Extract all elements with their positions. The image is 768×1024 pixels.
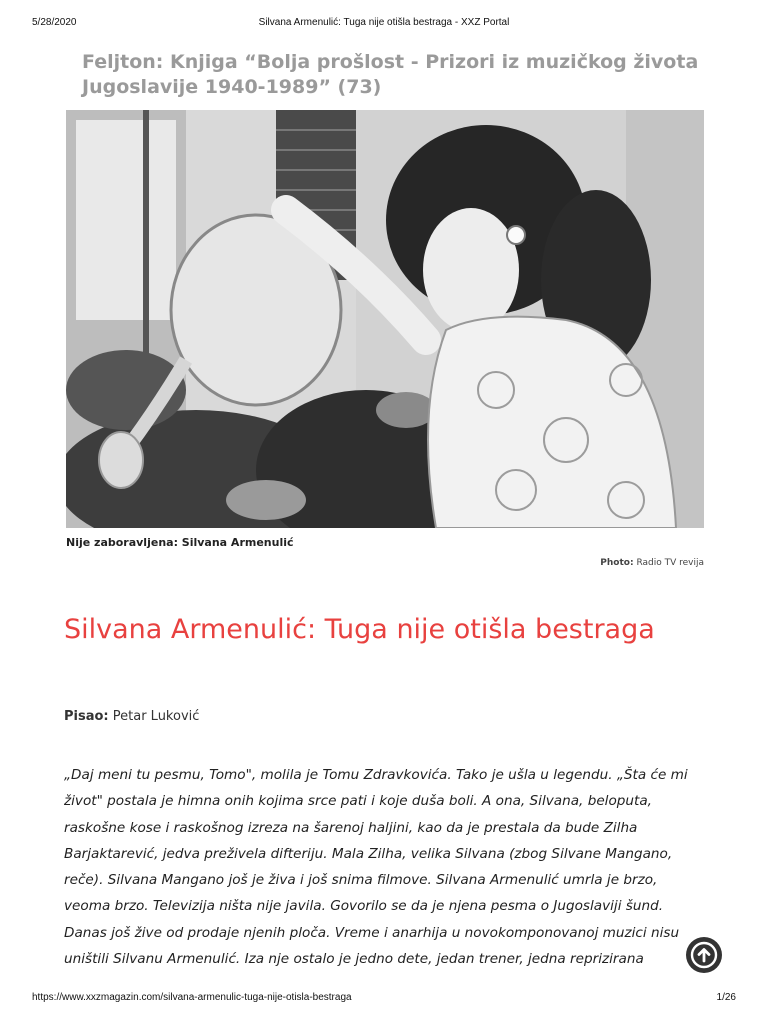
print-footer	[0, 992, 768, 1006]
photo-caption: Nije zaboravljena: Silvana Armenulić	[66, 536, 294, 549]
photo-woman-watering-plants	[66, 110, 704, 528]
print-page-title: Silvana Armenulić: Tuga nije otišla bestraga - XXZ Portal	[258, 17, 510, 28]
photo-credit-label: Photo:	[600, 558, 634, 568]
article-photo	[66, 110, 704, 528]
byline-label: Pisao:	[64, 709, 109, 724]
body-line: Danas još žive od prodaje njenih ploča. Vreme i anarhija u novokomponovanoj muzici nisu	[64, 924, 680, 941]
body-line: reče). Silvana Mangano još je živa i još snima filmove. Silvana Armenulić umrla je brzo,	[64, 872, 658, 889]
body-line: raskošne kose i raskošnog izreza na šarenoj haljini, kao da je prestala da bude Zilha	[64, 819, 638, 836]
print-url: https://www.xxzmagazin.com/silvana-armenulic-tuga-nije-otisla-bestraga	[32, 992, 352, 1003]
body-line: veoma brzo. Televizija ništa nije javila. Govorilo se da je njena pesma o Jugoslaviji šund.	[64, 898, 664, 915]
print-page-number: 1/26	[716, 992, 736, 1003]
body-line: „Daj meni tu pesmu, Tomo", molila je Tomu Zdravkovića. Tako je ušla u legendu. „Šta će mi	[64, 767, 688, 783]
body-line: Barjaktarević, jedva preživela difteriju. Mala Zilha, velika Silvana (zbog Silvane Mangano,	[64, 845, 673, 862]
photo-credit	[600, 558, 704, 568]
body-line: život" postala je himna onih kojima srce pati i koje duša boli. A ona, Silvana, beloputa,	[64, 793, 653, 810]
arrow-up-circle-icon	[690, 941, 718, 969]
article-headline: Silvana Armenulić: Tuga nije otišla bestraga	[64, 614, 655, 645]
print-header	[0, 17, 768, 31]
series-title: Feljton: Knjiga “Bolja prošlost - Prizori iz muzičkog života Jugoslavije 1940-1989” (73)	[82, 51, 699, 98]
byline-author[interactable]: Petar Luković	[112, 709, 200, 724]
byline	[64, 709, 199, 724]
scroll-to-top-button[interactable]	[686, 937, 722, 973]
body-line: uništili Silvanu Armenulić. Iza nje ostalo je jedno dete, jedan trener, jedna reprizirana	[64, 951, 644, 968]
photo-credit-value: Radio TV revija	[636, 558, 704, 568]
article-body	[64, 762, 704, 972]
print-date: 5/28/2020	[32, 17, 77, 28]
